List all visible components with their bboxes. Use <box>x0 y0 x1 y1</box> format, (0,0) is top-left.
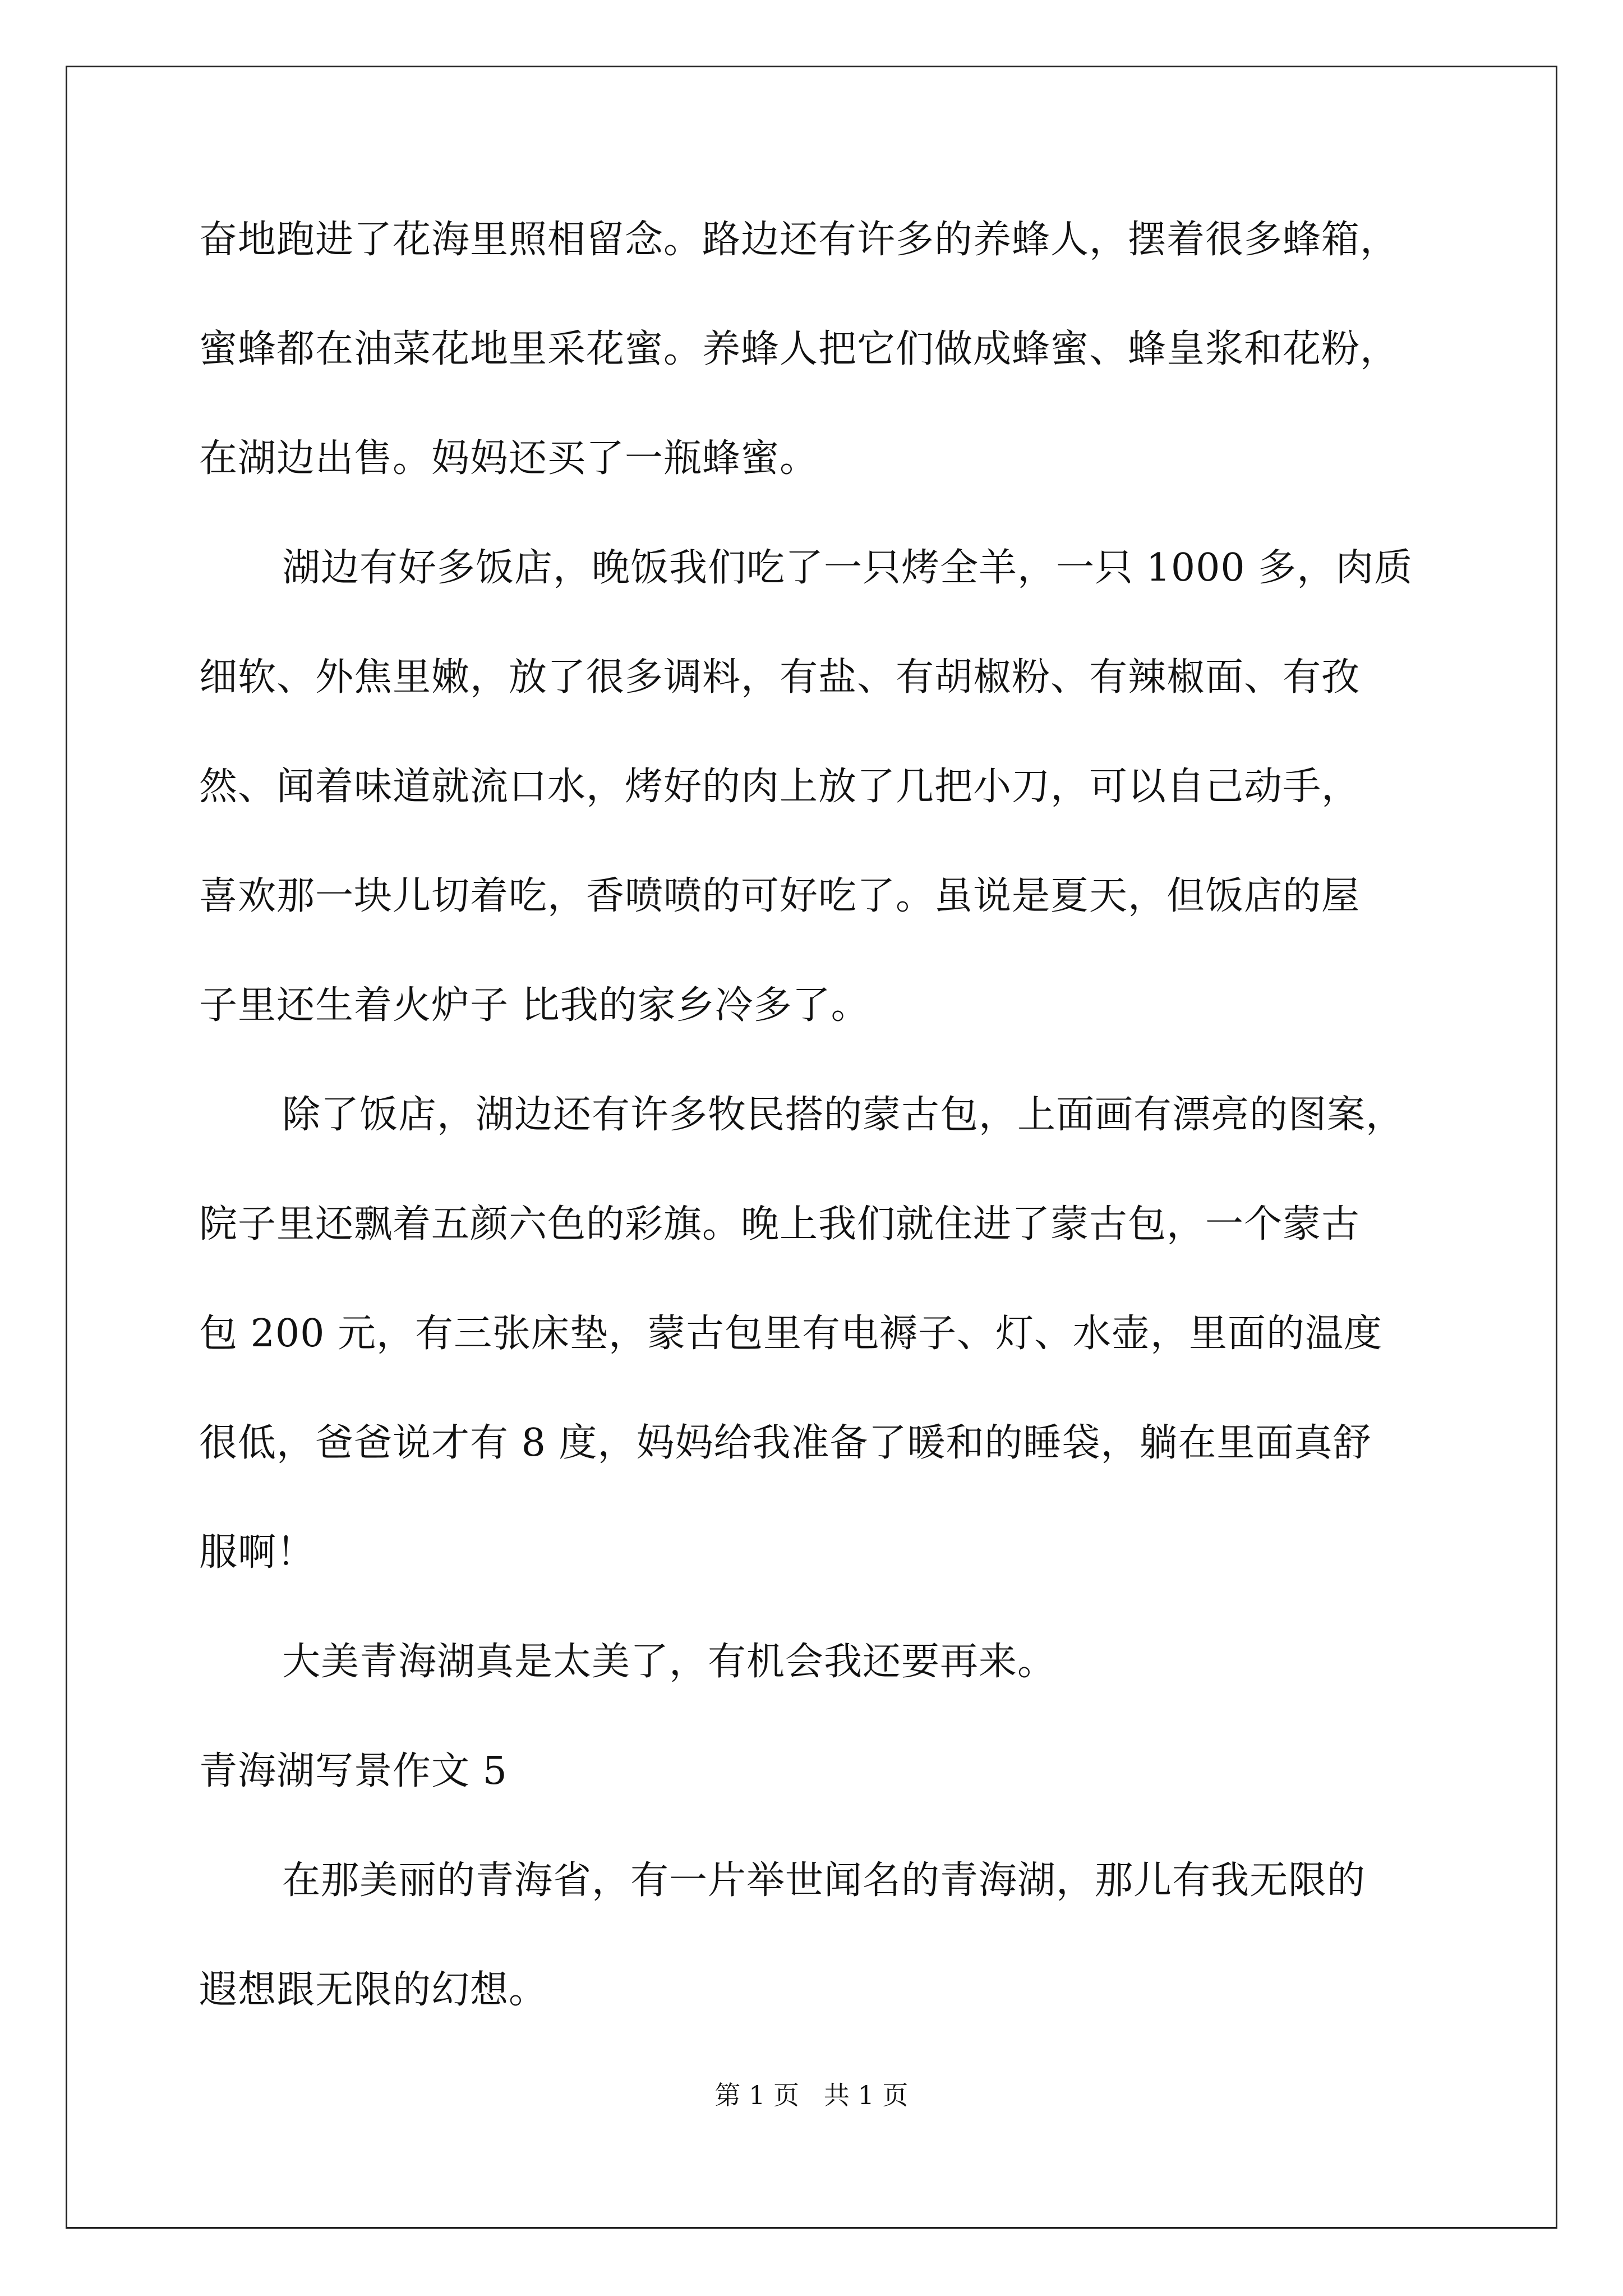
paragraph-line: 喜欢那一块儿切着吃，香喷喷的可好吃了。虽说是夏天，但饭店的屋 <box>199 874 1361 918</box>
paragraph-line: 除了饭店，湖边还有许多牧民搭的蒙古包，上面画有漂亮的图案， <box>282 1093 1405 1137</box>
paragraph-line: 子里还生着火炉子 比我的家乡冷多了。 <box>199 983 870 1028</box>
paragraph-line: 大美青海湖真是太美了，有机会我还要再来。 <box>282 1640 1057 1684</box>
paragraph-line: 蜜蜂都在油菜花地里采花蜜。养蜂人把它们做成蜂蜜、蜂皇浆和花粉， <box>199 327 1399 371</box>
page-number-footer: 第 1 页 共 1 页 <box>714 2080 909 2110</box>
paragraph-line: 包 200 元，有三张床垫，蒙古包里有电褥子、灯、水壶，里面的温度 <box>199 1312 1383 1356</box>
paragraph-line: 遐想跟无限的幻想。 <box>199 1968 548 2012</box>
paragraph-line: 细软、外焦里嫩，放了很多调料，有盐、有胡椒粉、有辣椒面、有孜 <box>199 655 1361 700</box>
paragraph-line: 在湖边出售。妈妈还买了一瓶蜂蜜。 <box>199 436 819 481</box>
paragraph-line: 湖边有好多饭店，晚饭我们吃了一只烤全羊，一只 1000 多，肉质 <box>282 546 1413 590</box>
paragraph-line: 服啊！ <box>199 1530 316 1575</box>
paragraph-line: 很低，爸爸说才有 8 度，妈妈给我准备了暖和的睡袋，躺在里面真舒 <box>199 1421 1372 1465</box>
paragraph-line: 在那美丽的青海省，有一片举世闻名的青海湖，那儿有我无限的 <box>282 1858 1366 1903</box>
section-heading: 青海湖写景作文 5 <box>199 1749 508 1793</box>
paragraph-line: 然、闻着味道就流口水，烤好的肉上放了几把小刀，可以自己动手， <box>199 765 1361 809</box>
paragraph-line: 院子里还飘着五颜六色的彩旗。晚上我们就住进了蒙古包，一个蒙古 <box>199 1202 1361 1246</box>
paragraph-line: 奋地跑进了花海里照相留念。路边还有许多的养蜂人，摆着很多蜂箱， <box>199 218 1399 262</box>
document-body <box>199 213 1438 2073</box>
